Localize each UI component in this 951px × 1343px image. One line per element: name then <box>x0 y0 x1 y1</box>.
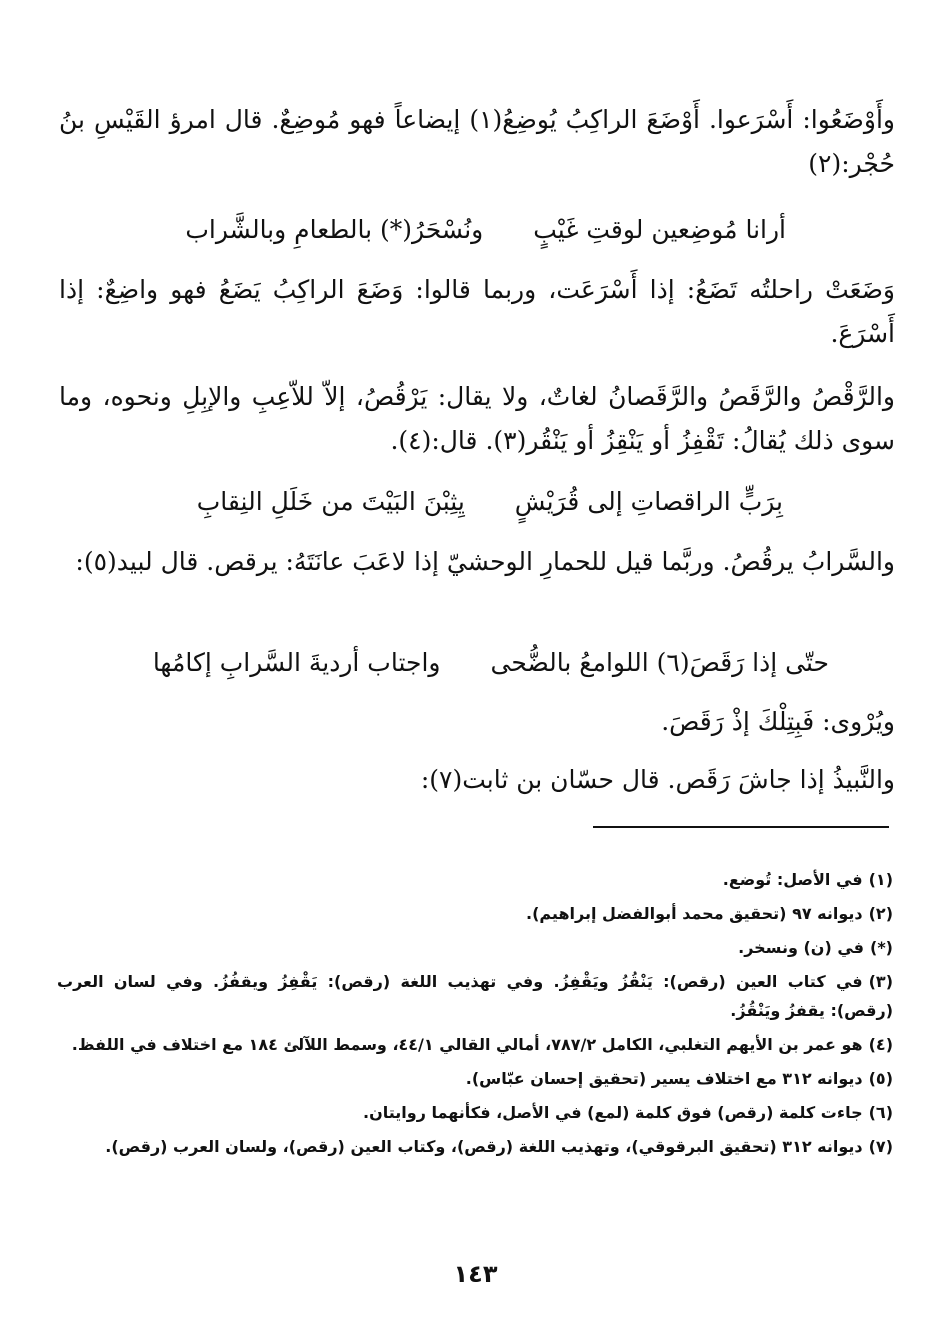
paragraph-awdaa: وأَوْضَعُوا: أَسْرَعوا. أَوْضَعَ الراكِبُ يُوضِعُ(١) إيضاعاً فهو مُوضِعٌ. قال امرؤ القَيْسِ بنُ حُجْر:(٢) <box>59 105 896 178</box>
verse-second-hemistich: واجتاب أرديةَ السَّرابِ إكامُها <box>152 648 441 677</box>
verse-second-hemistich: ونُسْحَرُ(*) بالطعامِ وبالشَّراب <box>185 215 484 244</box>
paragraph-sarab: والسَّرابُ يرقُصُ. وربَّما قيل للحمارِ الوحشيّ إذا لاعَبَ عانَتَهُ: يرقص. قال لبيد(٥): <box>75 547 895 576</box>
footnote-number: (٢) <box>868 904 893 923</box>
footnote-number: (١) <box>868 870 893 889</box>
verse-labid <box>153 643 829 683</box>
verse-first-hemistich: بِرَبٍّ الراقصاتِ إلى قُرَيْشٍ <box>514 487 783 516</box>
footnote <box>57 967 893 1025</box>
footnote-text: جاءت كلمة (رقص) فوق كلمة (لمع) في الأصل، فكأنهما روايتان. <box>363 1103 863 1122</box>
verse-raqisat <box>197 482 783 522</box>
page-number: ١٤٣ <box>453 1260 498 1288</box>
footnote-number: (٤) <box>868 1035 893 1054</box>
footnote-number: (*) <box>870 938 893 957</box>
footnotes <box>57 865 893 1166</box>
footnote-text: في كتاب العين (رقص): يَنْقُزُ ويَقْفِزُ. وفي تهذيب اللغة (رقص): يَقْفِزُ ويقفُزُ. وفي لسان العرب (رقص): يقفزُ ويَنْقُزُ. <box>57 972 893 1020</box>
paragraph-yurwa: ويُرْوى: فَبِتِلْكَ إذْ رَقَصَ. <box>661 707 895 736</box>
verse-first-hemistich: حتّى إذا رَقَصَ(٦) اللوامعُ بالضُّحى <box>490 648 829 677</box>
footnote <box>57 1030 893 1059</box>
footnote-number: (٥) <box>868 1069 893 1088</box>
footnote <box>57 1132 893 1161</box>
verse-second-hemistich: يِثِبْنَ البَيْتَ من خَلَلِ النِقابِ <box>196 487 465 516</box>
verse-imru-alqais <box>185 210 786 250</box>
footnote-text: ديوانه ٣١٢ مع اختلاف يسير (تحقيق إحسان عبّاس). <box>465 1069 863 1088</box>
paragraph-raqs: والرَّقْصُ والرَّقَصُ والرَّقَصانُ لغاتٌ، ولا يقال: يَرْقُصُ، إلاّ للاّعِبِ والإبِلِ ونحوه، وما سوى ذلك يُقالُ: تَقْفِزُ أو يَنْقِزُ أو يَنْقُر(٣). قال:(٤). <box>59 382 895 455</box>
footnote-text: هو عمر بن الأيهم التغلبي، الكامل ٧٨٧/٢، أمالي القالي ٤٤/١، وسمط اللآلئ ١٨٤ مع اختلاف في اللفظ. <box>71 1035 863 1054</box>
footnote-text: ديوانه ٩٧ (تحقيق محمد أبوالفضل إبراهيم). <box>525 904 863 923</box>
verse-first-hemistich: أرانا مُوضِعين لوقتِ غَيْبٍ <box>533 215 786 244</box>
footnote <box>57 1064 893 1093</box>
footnote-number: (٧) <box>868 1137 893 1156</box>
footnote-divider <box>593 826 889 828</box>
footnote-text: في (ن) ونسخر. <box>738 938 864 957</box>
paragraph-nabidh: والنَّبيذُ إذا جاشَ رَقَص. قال حسّان بن ثابت(٧): <box>420 765 895 794</box>
footnote-number: (٣) <box>868 972 893 991</box>
footnote <box>57 899 893 928</box>
footnote-text: في الأصل: تُوضع. <box>722 870 863 889</box>
footnote-number: (٦) <box>868 1103 893 1122</box>
footnote <box>57 1098 893 1127</box>
paragraph-wadaat: وَضَعَتْ راحلتُه تَضَعُ: إذا أَسْرَعَت، وربما قالوا: وَضَعَ الراكِبُ يَضَعُ فهو واضِعٌ: إذا أَسْرَعَ. <box>59 275 895 348</box>
footnote-text: ديوانه ٣١٢ (تحقيق البرقوقي)، وتهذيب اللغة (رقص)، وكتاب العين (رقص)، ولسان العرب (رقص). <box>105 1137 863 1156</box>
footnote <box>57 933 893 962</box>
footnote <box>57 865 893 894</box>
